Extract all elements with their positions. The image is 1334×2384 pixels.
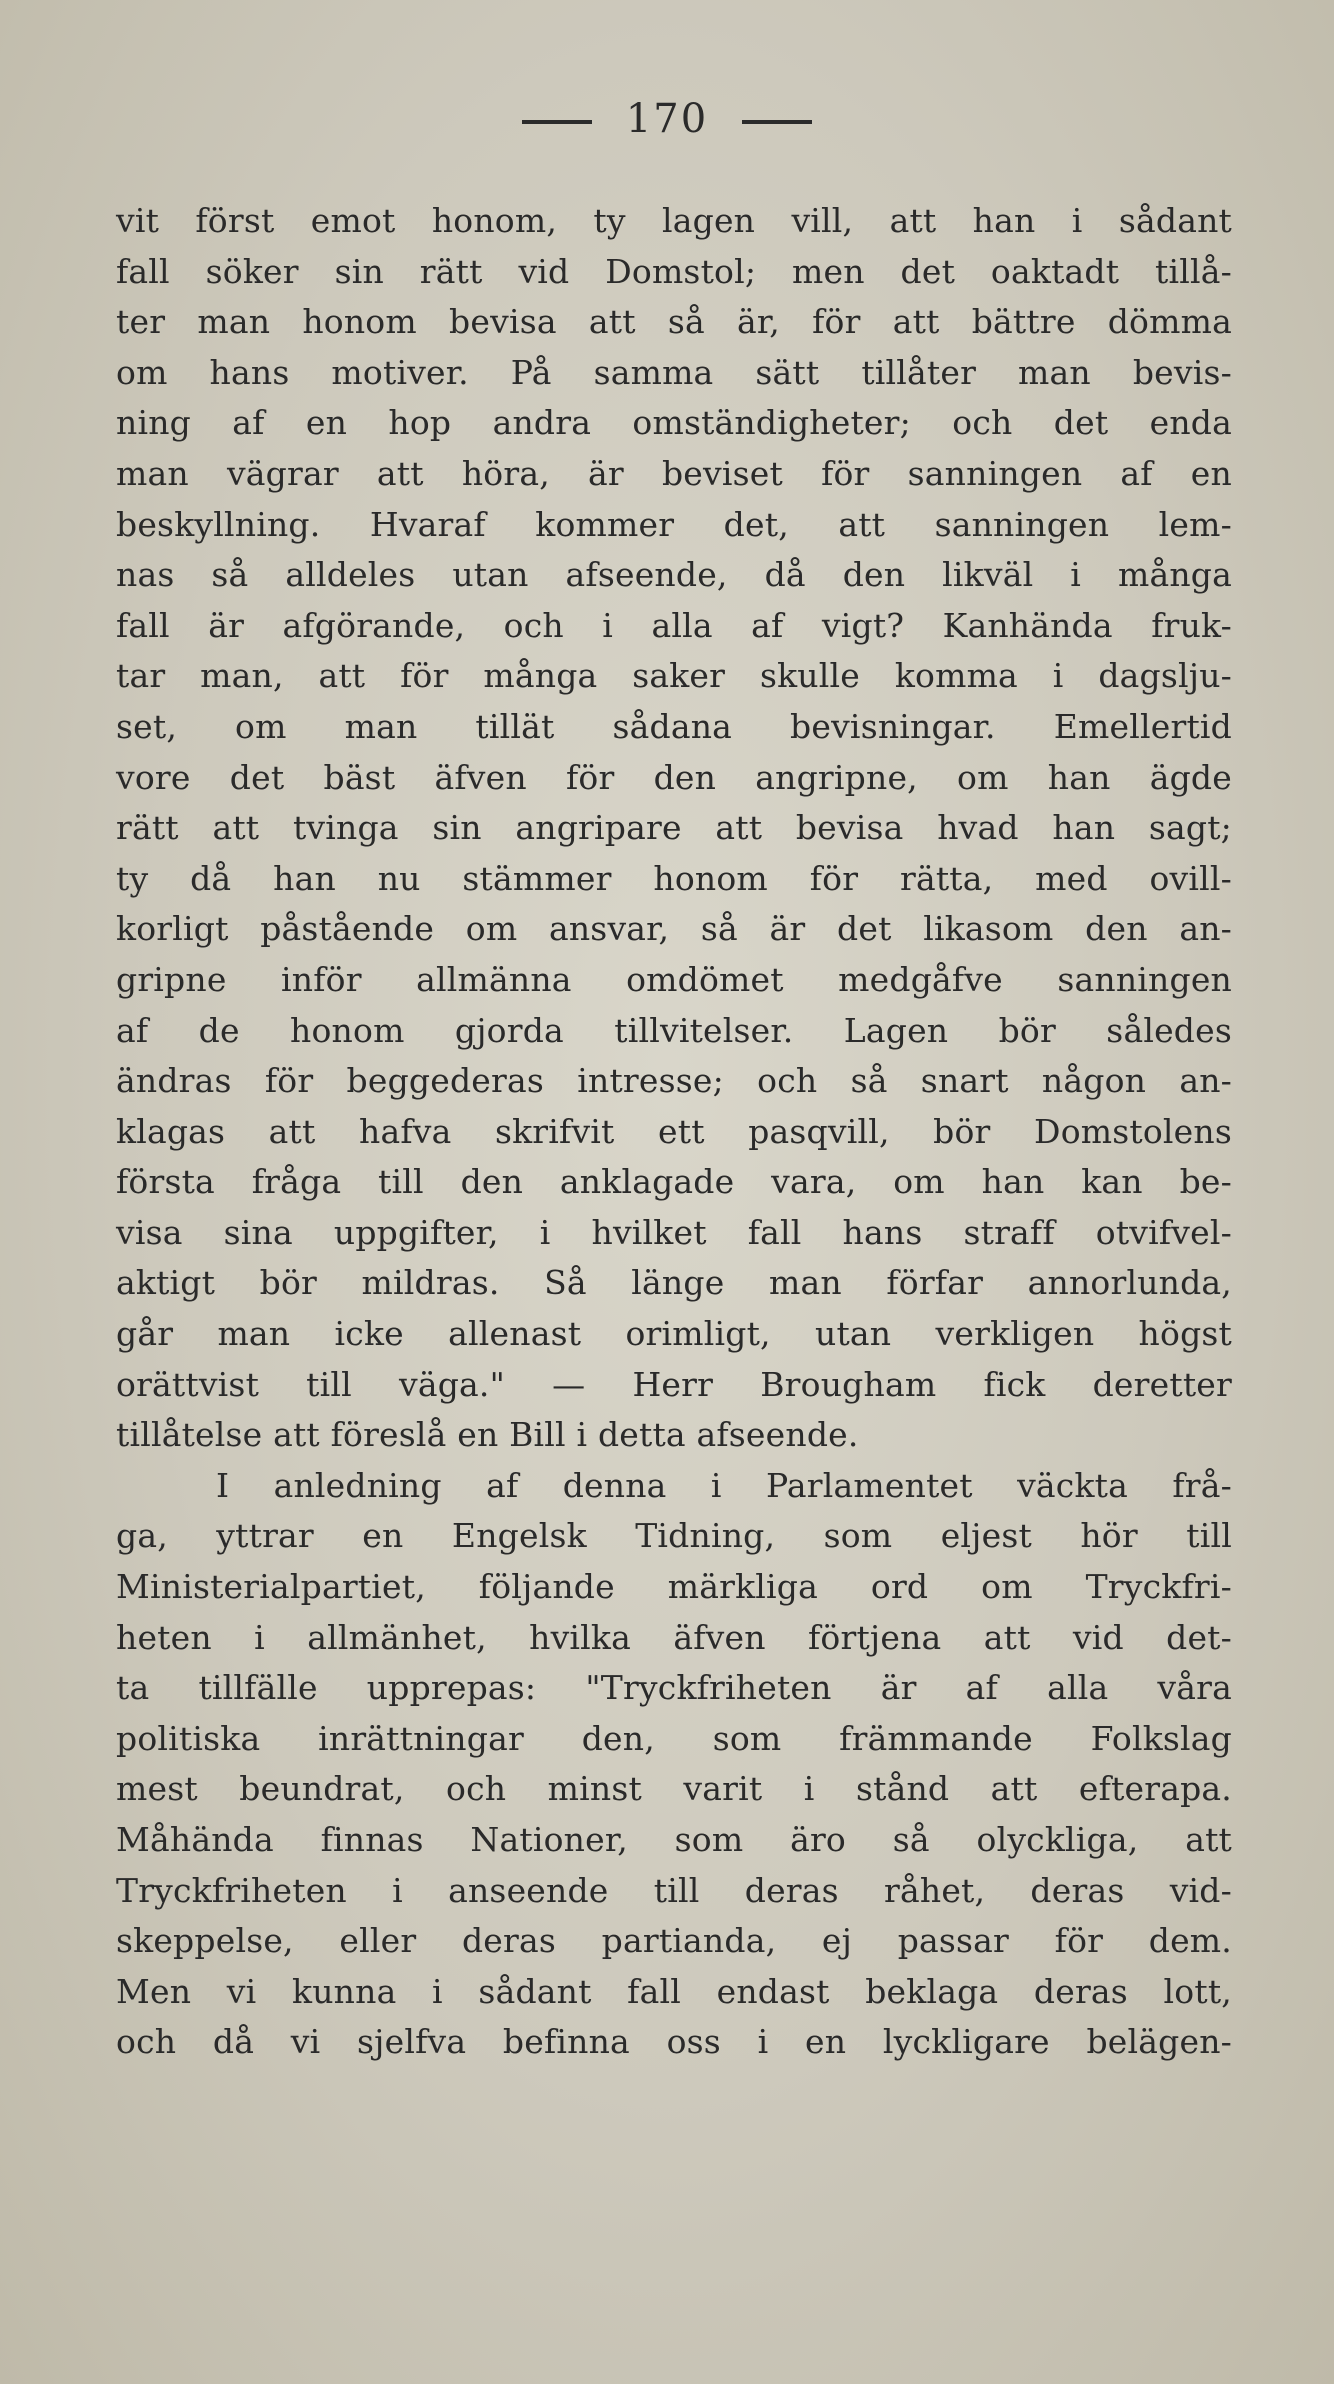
text-line: rätt att tvinga sin angripare att bevisa hvad han sagt;	[116, 808, 1232, 848]
text-line: Tryckfriheten i anseende till deras råhet, deras vid-	[116, 1870, 1232, 1910]
text-line: Men vi kunna i sådant fall endast beklaga deras lott,	[116, 1971, 1232, 2011]
text-line: ty då han nu stämmer honom för rätta, med ovill-	[116, 858, 1232, 898]
text-line: aktigt bör mildras. Så länge man förfar annorlunda,	[116, 1263, 1232, 1303]
page-number: 170	[625, 96, 709, 142]
text-line: om hans motiver. På samma sätt tillåter man bevis-	[116, 352, 1232, 392]
text-line: första fråga till den anklagade vara, om han kan be-	[116, 1162, 1232, 1202]
header-dash-left	[522, 120, 592, 124]
text-line: set, om man tillät sådana bevisningar. Emellertid	[116, 706, 1232, 746]
header-dash-right	[742, 120, 812, 124]
text-line: af de honom gjorda tillvitelser. Lagen bör således	[116, 1010, 1232, 1050]
text-line: ga, yttrar en Engelsk Tidning, som eljest hör till	[116, 1516, 1232, 1556]
text-line: och då vi sjelfva befinna oss i en lyckligare belägen-	[116, 2022, 1232, 2062]
text-line: Måhända finnas Nationer, som äro så olyckliga, att	[116, 1820, 1232, 1859]
text-line: visa sina uppgifter, i hvilket fall hans straff otvifvel-	[116, 1212, 1232, 1252]
text-line: orättvist till väga." — Herr Brougham fick deretter	[116, 1364, 1232, 1404]
text-line: gripne inför allmänna omdömet medgåfve sanningen	[116, 959, 1232, 999]
text-line: fall är afgörande, och i alla af vigt? Kanhända fruk-	[116, 605, 1232, 645]
text-line: Ministerialpartiet, följande märkliga ord om Tryckfri-	[116, 1567, 1232, 1607]
paragraph-end-line: tillåtelse att föreslå en Bill i detta afseende.	[116, 1415, 859, 1455]
page-header	[0, 96, 1334, 142]
text-line: man vägrar att höra, är beviset för sanningen af en	[116, 453, 1232, 493]
text-line: ter man honom bevisa att så är, för att bättre dömma	[116, 302, 1232, 342]
paragraph-start-line: I anledning af denna i Parlamentet väckta frå-	[216, 1465, 1232, 1505]
text-line: ning af en hop andra omständigheter; och det enda	[116, 403, 1232, 443]
text-line: nas så alldeles utan afseende, då den likväl i många	[116, 555, 1232, 595]
text-line: klagas att hafva skrifvit ett pasqvill, bör Domstolens	[116, 1111, 1232, 1151]
text-line: vore det bäst äfven för den angripne, om han ägde	[116, 757, 1232, 797]
text-line: vit först emot honom, ty lagen vill, att han i sådant	[116, 201, 1232, 240]
text-line: heten i allmänhet, hvilka äfven förtjena att vid det-	[116, 1617, 1232, 1657]
text-line: tar man, att för många saker skulle komma i dagslju-	[116, 656, 1232, 696]
text-line: ta tillfälle upprepas: "Tryckfriheten är af alla våra	[116, 1668, 1232, 1708]
text-line: politiska inrättningar den, som främmande Folkslag	[116, 1718, 1232, 1758]
text-line: mest beundrat, och minst varit i stånd att efterapa.	[116, 1769, 1232, 1809]
text-line: beskyllning. Hvaraf kommer det, att sanningen lem-	[116, 504, 1232, 544]
body-text	[116, 196, 1232, 2068]
text-line: korligt påstående om ansvar, så är det likasom den an-	[116, 909, 1232, 949]
text-line: fall söker sin rätt vid Domstol; men det oaktadt tillå-	[116, 251, 1232, 291]
text-line: går man icke allenast orimligt, utan verkligen högst	[116, 1314, 1232, 1354]
text-line: skeppelse, eller deras partianda, ej passar för dem.	[116, 1921, 1232, 1961]
text-line: ändras för beggederas intresse; och så snart någon an-	[116, 1061, 1232, 1101]
